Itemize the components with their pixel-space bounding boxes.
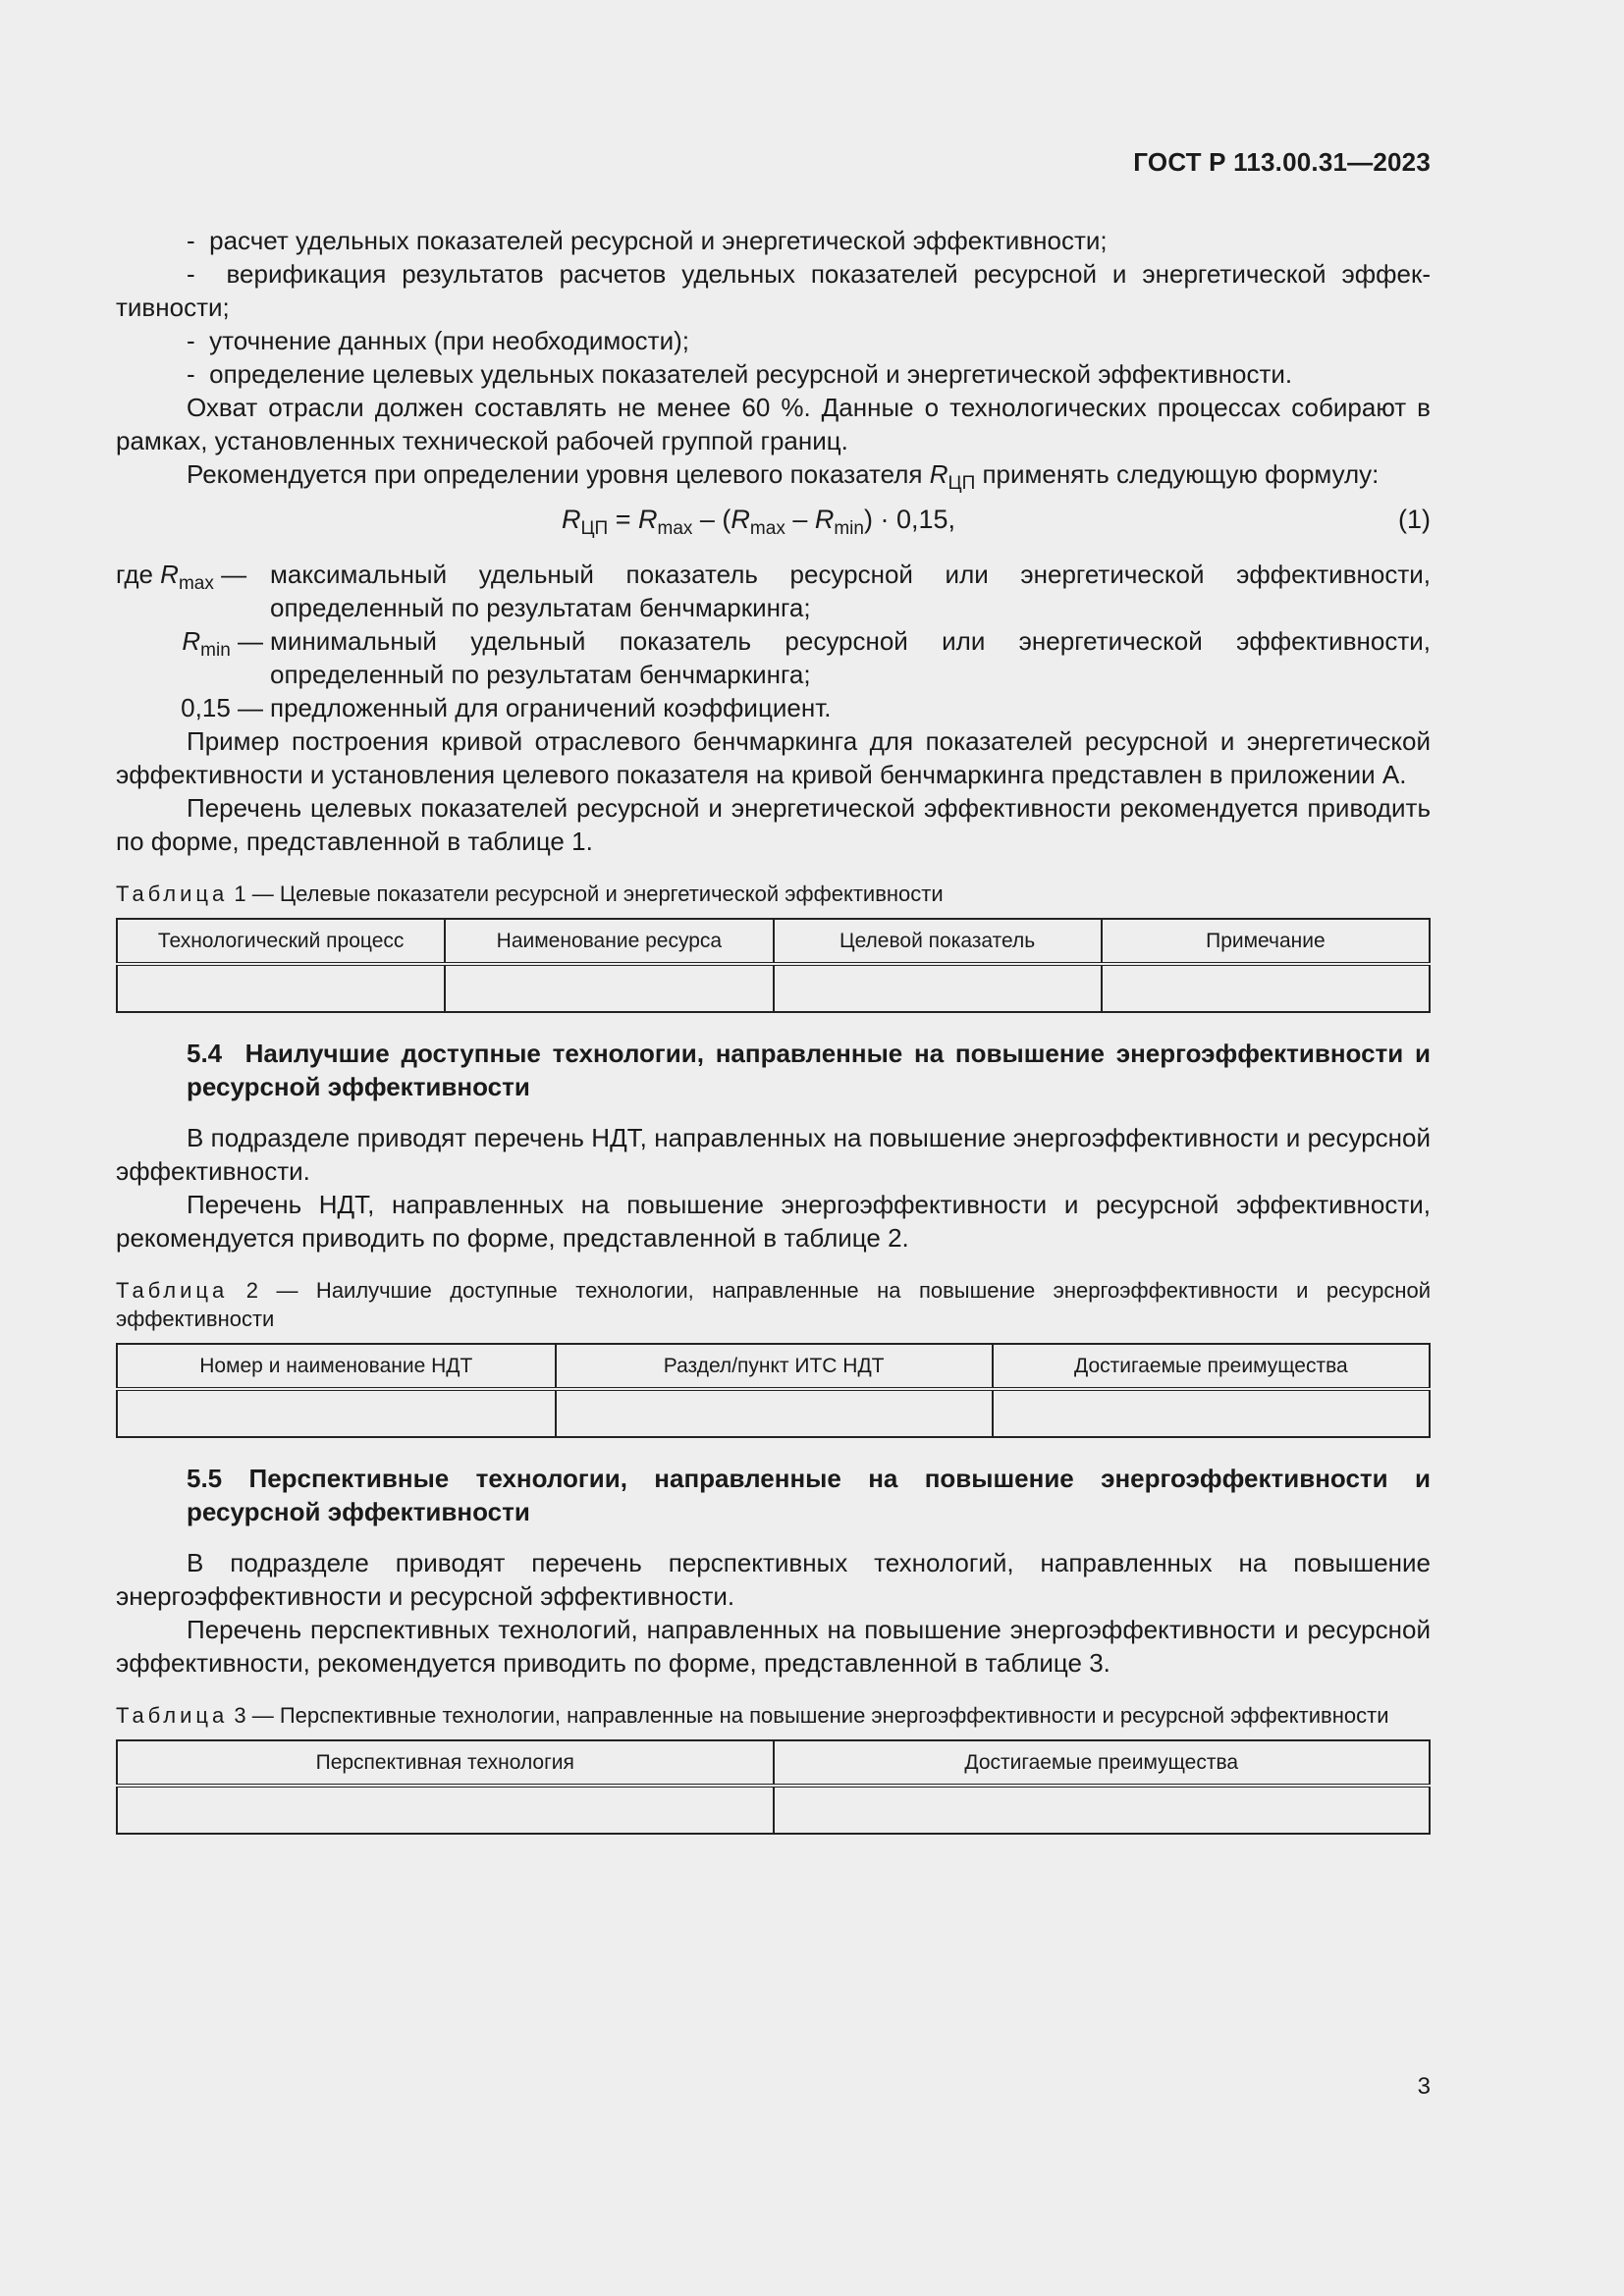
table-cell (1102, 964, 1430, 1012)
list-item-text: верификация результатов расчетов удельных показателей ресурсной и энергетической эффек- (226, 259, 1431, 289)
paragraph-5-4-2: Перечень НДТ, направленных на повышение энергоэффективности и ресурсной эффективности, рекомендуется приводить по форме, представленной в таблице 2. (116, 1190, 1431, 1253)
formula-definitions (116, 558, 1431, 724)
section-5-5-title: 5.5 Перспективные технологии, направленные на повышение энергоэффективности и ресурсной эффективности (187, 1464, 1431, 1526)
definition-key: где $R_{max}$ — (116, 560, 247, 594)
table-cell (556, 1389, 993, 1437)
paragraph-5-5-2: Перечень перспективных технологий, направленных на повышение энергоэффективности и ресурсной эффективности, рекомендуется приводить по форме, представленной в таблице 3. (116, 1615, 1431, 1678)
list-item: - определение целевых удельных показателей ресурсной и энергетической эффективности. (187, 359, 1293, 389)
paragraph-example: Пример построения кривой отраслевого бенчмаркинга для показателей ресурсной и энергетической эффективности и установления целевого показателя на кривой бенчмаркинга представлен в приложении А. (116, 726, 1431, 789)
table-header-cell: Целевой показатель (774, 919, 1102, 964)
table-cell (445, 964, 773, 1012)
table-row (117, 1389, 1430, 1437)
table1-caption: Таблица 1 — Целевые показатели ресурсной и энергетической эффективности (116, 881, 944, 906)
definition-key: $R_{min}$ — (182, 626, 263, 661)
definition-text: максимальный удельный показатель ресурсной или энергетической эффективности, определенный по результатам бенчмаркинга; (270, 560, 1431, 622)
definition-key: 0,15 — (181, 693, 263, 722)
table-header-cell: Наименование ресурса (445, 919, 773, 964)
document-page (116, 0, 1431, 2296)
table-cell (117, 1389, 556, 1437)
table-header-cell: Номер и наименование НДТ (117, 1344, 556, 1389)
table-row (117, 1786, 1430, 1834)
table-1 (116, 918, 1431, 1013)
paragraph-5-4-1: В подразделе приводят перечень НДТ, направленных на повышение энергоэффективности и ресурсной эффективности. (116, 1123, 1431, 1186)
table-cell (117, 964, 445, 1012)
list-item-text: определение целевых удельных показателей ресурсной и энергетической эффективности. (209, 359, 1293, 389)
table-cell (774, 1786, 1431, 1834)
list-item-text: уточнение данных (при необходимости); (209, 326, 689, 355)
table-3 (116, 1739, 1431, 1835)
definition-rmin (116, 624, 1431, 691)
table3-caption: Таблица 3 — Перспективные технологии, направленные на повышение энергоэффективности и ресурсной эффективности (116, 1703, 1389, 1728)
paragraph-coverage: Охват отрасли должен составлять не менее 60 %. Данные о технологических процессах собирают в рамках, установленных технической рабочей группой границ. (116, 393, 1431, 455)
table-row (117, 964, 1430, 1012)
definition-rmax (116, 558, 1431, 624)
table-header-cell: Достигаемые преимущества (774, 1740, 1431, 1786)
list-item: - верификация результатов расчетов удельных показателей ресурсной и энергетической эффек- (187, 259, 1431, 289)
paragraph-5-5-1: В подразделе приводят перечень перспективных технологий, направленных на повышение энергоэффективности и ресурсной эффективности. (116, 1548, 1431, 1611)
table-header-cell: Перспективная технология (117, 1740, 774, 1786)
formula-expression: $R_{ЦП} = R_{max} - (R_{max} - R_{min}) \cdot 0,15$, (562, 505, 956, 539)
paragraph-list1: Перечень целевых показателей ресурсной и энергетической эффективности рекомендуется приводить по форме, представленной в таблице 1. (116, 793, 1431, 856)
table2-caption: Таблица 2 — Наилучшие доступные технологии, направленные на повышение энергоэффективности и ресурсной эффективности (116, 1278, 1431, 1331)
table-2 (116, 1343, 1431, 1438)
list-item: - уточнение данных (при необходимости); (187, 326, 689, 355)
section-5-4-title: 5.4 Наилучшие доступные технологии, направленные на повышение энергоэффективности и ресурсной эффективности (187, 1039, 1431, 1101)
table-header-cell: Достигаемые преимущества (993, 1344, 1430, 1389)
table-cell (993, 1389, 1430, 1437)
list-item-text: расчет удельных показателей ресурсной и энергетической эффективности; (209, 226, 1108, 255)
list-item: - расчет удельных показателей ресурсной и энергетической эффективности; (187, 226, 1108, 255)
formula-number: (1) (1398, 505, 1431, 534)
definition-text: предложенный для ограничений коэффициент. (270, 693, 832, 722)
table-cell (774, 964, 1102, 1012)
paragraph-formula-intro: Рекомендуется при определении уровня целевого показателя $R_{ЦП}$ применять следующую формулу: (187, 459, 1380, 494)
formula-1 (116, 503, 1431, 546)
table-header-cell: Технологический процесс (117, 919, 445, 964)
table-header-cell: Примечание (1102, 919, 1430, 964)
document-body (116, 224, 1431, 1835)
definition-coefficient (116, 691, 1431, 724)
document-header: ГОСТ Р 113.00.31—2023 (1133, 147, 1431, 177)
table-header-cell: Раздел/пункт ИТС НДТ (556, 1344, 993, 1389)
list-item-continuation: тивности; (116, 293, 230, 322)
page-number: 3 (1417, 2073, 1431, 2100)
definition-text: минимальный удельный показатель ресурсной или энергетической эффективности, определенный по результатам бенчмаркинга; (270, 626, 1431, 689)
table-cell (117, 1786, 774, 1834)
